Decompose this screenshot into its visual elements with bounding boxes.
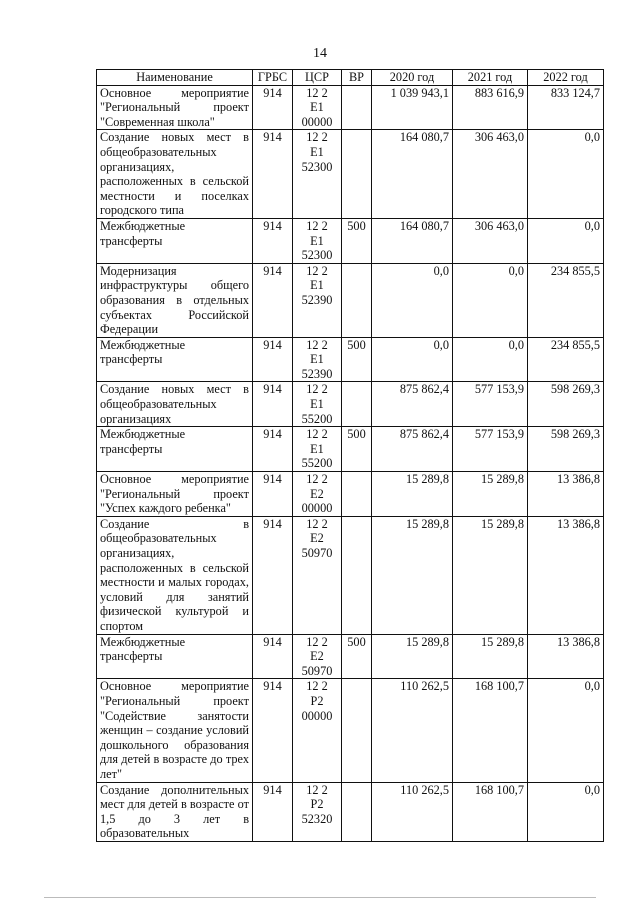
cell-2022: 598 269,3	[528, 382, 604, 427]
cell-2021: 0,0	[453, 337, 528, 382]
cell-name: Модернизация инфраструктуры общего образования в отдельных субъектах Российской Федерации	[97, 263, 253, 337]
cell-csr: 12 2 E1 52300	[293, 218, 342, 263]
cell-2022: 13 386,8	[528, 516, 604, 634]
header-vr: ВР	[342, 70, 372, 86]
table-row	[97, 218, 604, 263]
cell-2022: 0,0	[528, 679, 604, 782]
cell-2021: 577 153,9	[453, 427, 528, 472]
table-row	[97, 782, 604, 841]
cell-csr: 12 2 E1 52390	[293, 337, 342, 382]
table-row	[97, 427, 604, 472]
cell-grbs: 914	[253, 337, 293, 382]
cell-name: Межбюджетные трансферты	[97, 634, 253, 679]
cell-grbs: 914	[253, 782, 293, 841]
table-row	[97, 679, 604, 782]
cell-grbs: 914	[253, 679, 293, 782]
cell-grbs: 914	[253, 427, 293, 472]
cell-vr	[342, 382, 372, 427]
cell-name: Основное мероприятие "Региональный проект "Содействие занятости женщин – создание условий дошкольного образования для детей в возрасте до трех лет"	[97, 679, 253, 782]
cell-vr: 500	[342, 218, 372, 263]
table-row	[97, 382, 604, 427]
table-row	[97, 85, 604, 130]
table-row	[97, 516, 604, 634]
cell-csr: 12 2 E2 50970	[293, 634, 342, 679]
cell-2020: 15 289,8	[372, 634, 453, 679]
cell-vr	[342, 782, 372, 841]
cell-name: Межбюджетные трансферты	[97, 427, 253, 472]
cell-vr	[342, 679, 372, 782]
budget-table	[96, 69, 604, 842]
cell-2020: 15 289,8	[372, 516, 453, 634]
cell-2020: 110 262,5	[372, 782, 453, 841]
cell-2022: 234 855,5	[528, 263, 604, 337]
cell-vr	[342, 130, 372, 219]
cell-vr: 500	[342, 427, 372, 472]
cell-name: Создание дополнительных мест для детей в возрасте от 1,5 до 3 лет в образовательных	[97, 782, 253, 841]
cell-2021: 883 616,9	[453, 85, 528, 130]
cell-csr: 12 2 E2 00000	[293, 472, 342, 517]
cell-2021: 0,0	[453, 263, 528, 337]
cell-name: Межбюджетные трансферты	[97, 337, 253, 382]
cell-csr: 12 2 E2 50970	[293, 516, 342, 634]
cell-2021: 306 463,0	[453, 130, 528, 219]
cell-2022: 234 855,5	[528, 337, 604, 382]
cell-name: Создание новых мест в общеобразовательных организациях	[97, 382, 253, 427]
header-csr: ЦСР	[293, 70, 342, 86]
cell-2020: 0,0	[372, 263, 453, 337]
cell-name: Создание новых мест в общеобразовательных организациях, расположенных в сельской местности и поселках городского типа	[97, 130, 253, 219]
header-2022: 2022 год	[528, 70, 604, 86]
cell-2021: 306 463,0	[453, 218, 528, 263]
cell-csr: 12 2 E1 52300	[293, 130, 342, 219]
cell-name: Межбюджетные трансферты	[97, 218, 253, 263]
cell-grbs: 914	[253, 472, 293, 517]
cell-2021: 168 100,7	[453, 782, 528, 841]
cell-csr: 12 2 E1 00000	[293, 85, 342, 130]
cell-2020: 15 289,8	[372, 472, 453, 517]
header-2021: 2021 год	[453, 70, 528, 86]
cell-2021: 168 100,7	[453, 679, 528, 782]
header-2020: 2020 год	[372, 70, 453, 86]
cell-grbs: 914	[253, 382, 293, 427]
cell-2022: 13 386,8	[528, 634, 604, 679]
cell-2020: 875 862,4	[372, 427, 453, 472]
cell-2021: 577 153,9	[453, 382, 528, 427]
table-row	[97, 337, 604, 382]
cell-csr: 12 2 E1 55200	[293, 382, 342, 427]
page-bottom-edge	[44, 897, 596, 898]
cell-2020: 164 080,7	[372, 218, 453, 263]
header-grbs: ГРБС	[253, 70, 293, 86]
cell-2022: 833 124,7	[528, 85, 604, 130]
cell-2022: 0,0	[528, 218, 604, 263]
cell-name: Основное мероприятие "Региональный проект "Успех каждого ребенка"	[97, 472, 253, 517]
header-name: Наименование	[97, 70, 253, 86]
table-header-row	[97, 70, 604, 86]
cell-csr: 12 2 E1 55200	[293, 427, 342, 472]
cell-vr	[342, 516, 372, 634]
cell-vr: 500	[342, 634, 372, 679]
cell-2020: 110 262,5	[372, 679, 453, 782]
cell-csr: 12 2 E1 52390	[293, 263, 342, 337]
table-row	[97, 634, 604, 679]
cell-2022: 13 386,8	[528, 472, 604, 517]
cell-2022: 0,0	[528, 782, 604, 841]
cell-2022: 598 269,3	[528, 427, 604, 472]
cell-csr: 12 2 P2 52320	[293, 782, 342, 841]
cell-grbs: 914	[253, 263, 293, 337]
cell-grbs: 914	[253, 85, 293, 130]
cell-csr: 12 2 P2 00000	[293, 679, 342, 782]
cell-2020: 875 862,4	[372, 382, 453, 427]
cell-name: Создание в общеобразовательных организациях, расположенных в сельской местности и малых городах, условий для занятий физической культурой и спортом	[97, 516, 253, 634]
table-row	[97, 130, 604, 219]
cell-vr	[342, 472, 372, 517]
table-row	[97, 263, 604, 337]
cell-grbs: 914	[253, 218, 293, 263]
cell-grbs: 914	[253, 130, 293, 219]
cell-2021: 15 289,8	[453, 516, 528, 634]
cell-name: Основное мероприятие "Региональный проект "Современная школа"	[97, 85, 253, 130]
cell-2021: 15 289,8	[453, 634, 528, 679]
cell-2021: 15 289,8	[453, 472, 528, 517]
cell-2022: 0,0	[528, 130, 604, 219]
cell-grbs: 914	[253, 634, 293, 679]
cell-vr: 500	[342, 337, 372, 382]
page-number: 14	[313, 46, 327, 61]
cell-2020: 1 039 943,1	[372, 85, 453, 130]
cell-2020: 0,0	[372, 337, 453, 382]
cell-vr	[342, 85, 372, 130]
cell-grbs: 914	[253, 516, 293, 634]
cell-2020: 164 080,7	[372, 130, 453, 219]
table-row	[97, 472, 604, 517]
cell-vr	[342, 263, 372, 337]
